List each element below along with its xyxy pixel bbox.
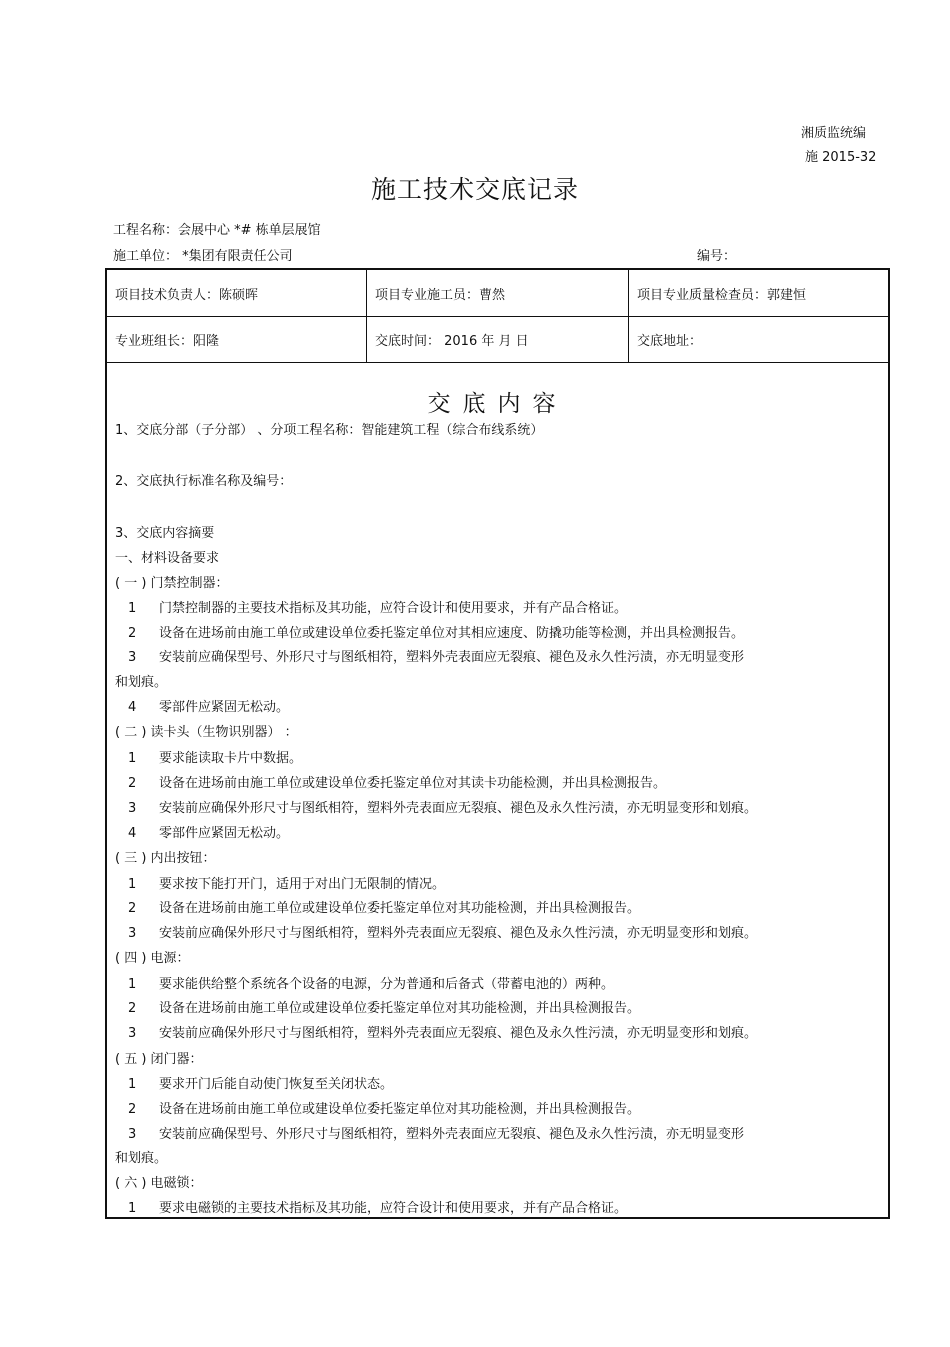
document-number-label: 编号： xyxy=(697,249,737,264)
construction-unit: 施工单位： *集团有限责任公司 xyxy=(113,249,293,264)
list-item-continuation: 和划痕。 xyxy=(115,675,168,690)
list-item: 1 要求开门后能自动使门恢复至关闭状态。 xyxy=(128,1077,394,1092)
record-table xyxy=(105,268,890,1219)
document-title: 施工技术交底记录 xyxy=(370,175,579,204)
list-item: 1 要求电磁锁的主要技术指标及其功能，应符合设计和使用要求，并有产品合格证。 xyxy=(128,1201,628,1216)
list-item: 3 安装前应确保外形尺寸与图纸相符，塑料外壳表面应无裂痕、褪色及永久性污渍，亦无明显变形和划痕。 xyxy=(128,1026,758,1041)
section-title: ( 五 ) 闭门器： xyxy=(115,1052,203,1067)
info-row-2 xyxy=(107,317,888,363)
list-item: 4 零部件应紧固无松动。 xyxy=(128,826,290,841)
list-item: 3 安装前应确保型号、外形尺寸与图纸相符，塑料外壳表面应无裂痕、褪色及永久性污渍，亦无明显变形 xyxy=(128,650,745,665)
content-line: 2、交底执行标准名称及编号： xyxy=(115,474,293,489)
content-line: 3、交底内容摘要 xyxy=(115,526,215,541)
section-title: ( 二 ) 读卡头（生物识别器） ： xyxy=(115,725,298,740)
section-title: ( 一 ) 门禁控制器： xyxy=(115,576,229,591)
list-item: 3 安装前应确保型号、外形尺寸与图纸相符，塑料外壳表面应无裂痕、褪色及永久性污渍，亦无明显变形 xyxy=(128,1127,745,1142)
list-item-continuation: 和划痕。 xyxy=(115,1151,168,1166)
form-code-line1: 湘质监统编 xyxy=(801,126,867,141)
list-item: 4 零部件应紧固无松动。 xyxy=(128,700,290,715)
section-title: ( 六 ) 电磁锁： xyxy=(115,1176,203,1191)
handover-time-cell: 交底时间： 2016 年 月 日 xyxy=(367,317,629,362)
section-title: ( 四 ) 电源： xyxy=(115,951,190,966)
list-item: 2 设备在进场前由施工单位或建设单位委托鉴定单位对其功能检测，并出具检测报告。 xyxy=(128,1001,641,1016)
list-item: 2 设备在进场前由施工单位或建设单位委托鉴定单位对其功能检测，并出具检测报告。 xyxy=(128,901,641,916)
content-heading: 交底内容 xyxy=(427,391,568,417)
info-row-1 xyxy=(107,270,888,317)
list-item: 1 门禁控制器的主要技术指标及其功能，应符合设计和使用要求，并有产品合格证。 xyxy=(128,601,628,616)
list-item: 2 设备在进场前由施工单位或建设单位委托鉴定单位对其功能检测，并出具检测报告。 xyxy=(128,1102,641,1117)
list-item: 2 设备在进场前由施工单位或建设单位委托鉴定单位对其相应速度、防撬功能等检测，并出具检测报告。 xyxy=(128,626,745,641)
list-item: 2 设备在进场前由施工单位或建设单位委托鉴定单位对其读卡功能检测，并出具检测报告。 xyxy=(128,776,667,791)
list-item: 1 要求能读取卡片中数据。 xyxy=(128,751,303,766)
form-code-line2: 施 2015-32 xyxy=(805,150,877,165)
project-name: 工程名称：会展中心 *# 栋单层展馆 xyxy=(113,223,321,238)
list-item: 3 安装前应确保外形尺寸与图纸相符，塑料外壳表面应无裂痕、褪色及永久性污渍，亦无明显变形和划痕。 xyxy=(128,801,758,816)
list-item: 1 要求能供给整个系统各个设备的电源，分为普通和后备式（带蓄电池的）两种。 xyxy=(128,977,615,992)
tech-lead-cell: 项目技术负责人：陈硕晖 xyxy=(107,270,367,316)
content-line: 一、材料设备要求 xyxy=(115,551,220,566)
team-leader-cell: 专业班组长：阳隆 xyxy=(107,317,367,362)
section-title: ( 三 ) 内出按钮： xyxy=(115,851,216,866)
quality-inspector-cell: 项目专业质量检查员：郭建恒 xyxy=(637,287,807,303)
list-item: 3 安装前应确保外形尺寸与图纸相符，塑料外壳表面应无裂痕、褪色及永久性污渍，亦无明显变形和划痕。 xyxy=(128,926,758,941)
list-item: 1 要求按下能打开门，适用于对出门无限制的情况。 xyxy=(128,877,446,892)
handover-location-cell: 交底地址： xyxy=(637,334,703,349)
content-line: 1、交底分部（子分部） 、分项工程名称：智能建筑工程（综合布线系统） xyxy=(115,423,544,438)
constructor-cell: 项目专业施工员：曹然 xyxy=(367,270,629,316)
